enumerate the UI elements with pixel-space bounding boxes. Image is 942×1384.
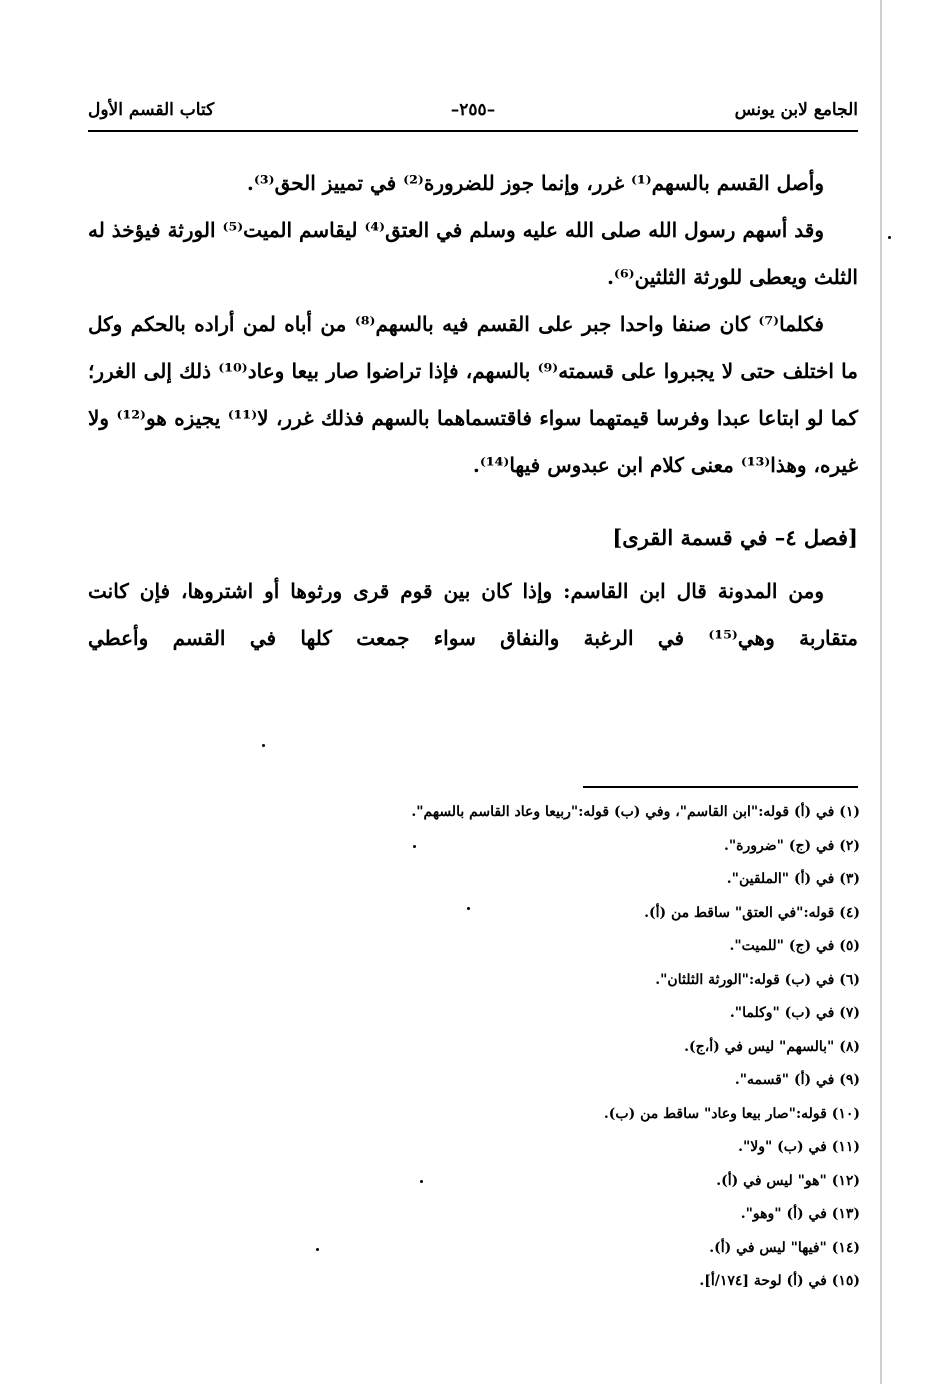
running-header: [88, 96, 858, 132]
scan-speck: [888, 236, 891, 239]
footnote-item: (٥) في (ج) "للميت".: [729, 938, 860, 954]
section-text: [88, 568, 858, 662]
paragraph: وقد أسهم رسول الله صلى الله عليه وسلم في العتق⁽⁴⁾ ليقاسم الميت⁽⁵⁾ الورثة فيؤخذ له الثلث ويعطى للورثة الثلثين⁽⁶⁾.: [88, 218, 858, 289]
footnote-item: (١٣) في (أ) "وهو".: [740, 1206, 860, 1222]
footnote-item: (١٥) في (أ) لوحة [١٧٤/أ].: [699, 1273, 860, 1289]
scan-speck: [420, 1180, 423, 1183]
footnotes: [300, 796, 860, 1299]
paragraph: وأصل القسم بالسهم⁽¹⁾ غرر، وإنما جوز للضرورة⁽²⁾ في تمييز الحق⁽³⁾.: [246, 171, 824, 195]
header-rule: [88, 130, 858, 132]
footnote-item: (٤) قوله:"في العتق" ساقط من (أ).: [644, 904, 860, 921]
footnote-item: (١٤) "فيها" ليس في (أ).: [709, 1239, 860, 1256]
paragraph: ومن المدونة قال ابن القاسم: وإذا كان بين قوم قرى ورثوها أو اشتروها، فإن كانت متقاربة وهي⁽¹⁵⁾ في الرغبة والنفاق سواء جمعت كلها في القسم وأعطي: [88, 579, 859, 650]
footnote-item: (٩) في (أ) "قسمه".: [734, 1072, 860, 1088]
footnote-item: (٦) في (ب) قوله:"الورثة الثلثان".: [655, 971, 860, 988]
header-book-title: الجامع لابن يونس: [734, 100, 858, 120]
footnote-item: (١) في (أ) قوله:"ابن القاسم"، وفي (ب) قوله:"ربيعا وعاد القاسم بالسهم".: [411, 804, 860, 820]
footnote-item: (١٠) قوله:"صار بيعا وعاد" ساقط من (ب).: [603, 1105, 860, 1122]
footnote-item: (١٢) "هو" ليس في (أ).: [716, 1172, 860, 1189]
scan-speck: [413, 845, 416, 848]
footnote-item: (٢) في (ج) "ضرورة".: [724, 837, 860, 854]
footnote-item: (١١) في (ب) "ولا".: [738, 1139, 860, 1155]
footnote-item: (٣) في (أ) "الملقين".: [726, 871, 860, 887]
page-edge-line: [880, 0, 882, 1384]
footnote-rule: [583, 786, 858, 788]
paragraph: فكلما⁽⁷⁾ كان صنفا واحدا جبر على القسم فيه بالسهم⁽⁸⁾ من أباه لمن أراده بالحكم وكل ما اختلف حتى لا يجبروا على قسمته⁽⁹⁾ بالسهم، فإذا تراضوا صار بيعا وعاد⁽¹⁰⁾ ذلك إلى الغرر؛ كما لو ابتاعا عبدا وفرسا قيمتهما سواء فاقتسماهما بالسهم فذلك غرر، لا⁽¹¹⁾ يجيزه هو⁽¹²⁾ ولا غيره، وهذا⁽¹³⁾ معنى كلام ابن عبدوس فيها⁽¹⁴⁾.: [88, 312, 859, 477]
scan-speck: [316, 1248, 319, 1251]
footnote-item: (٧) في (ب) "وكلما".: [729, 1005, 860, 1021]
scan-speck: [467, 907, 470, 910]
header-chapter-title: كتاب القسم الأول: [88, 100, 215, 120]
page-number: –٢٥٥–: [450, 100, 496, 120]
footnote-item: (٨) "بالسهم" ليس في (أ،ج).: [684, 1038, 860, 1055]
main-text: [88, 160, 858, 489]
section-heading: [فصل ٤– في قسمة القرى]: [612, 525, 858, 550]
scan-speck: [262, 744, 265, 747]
